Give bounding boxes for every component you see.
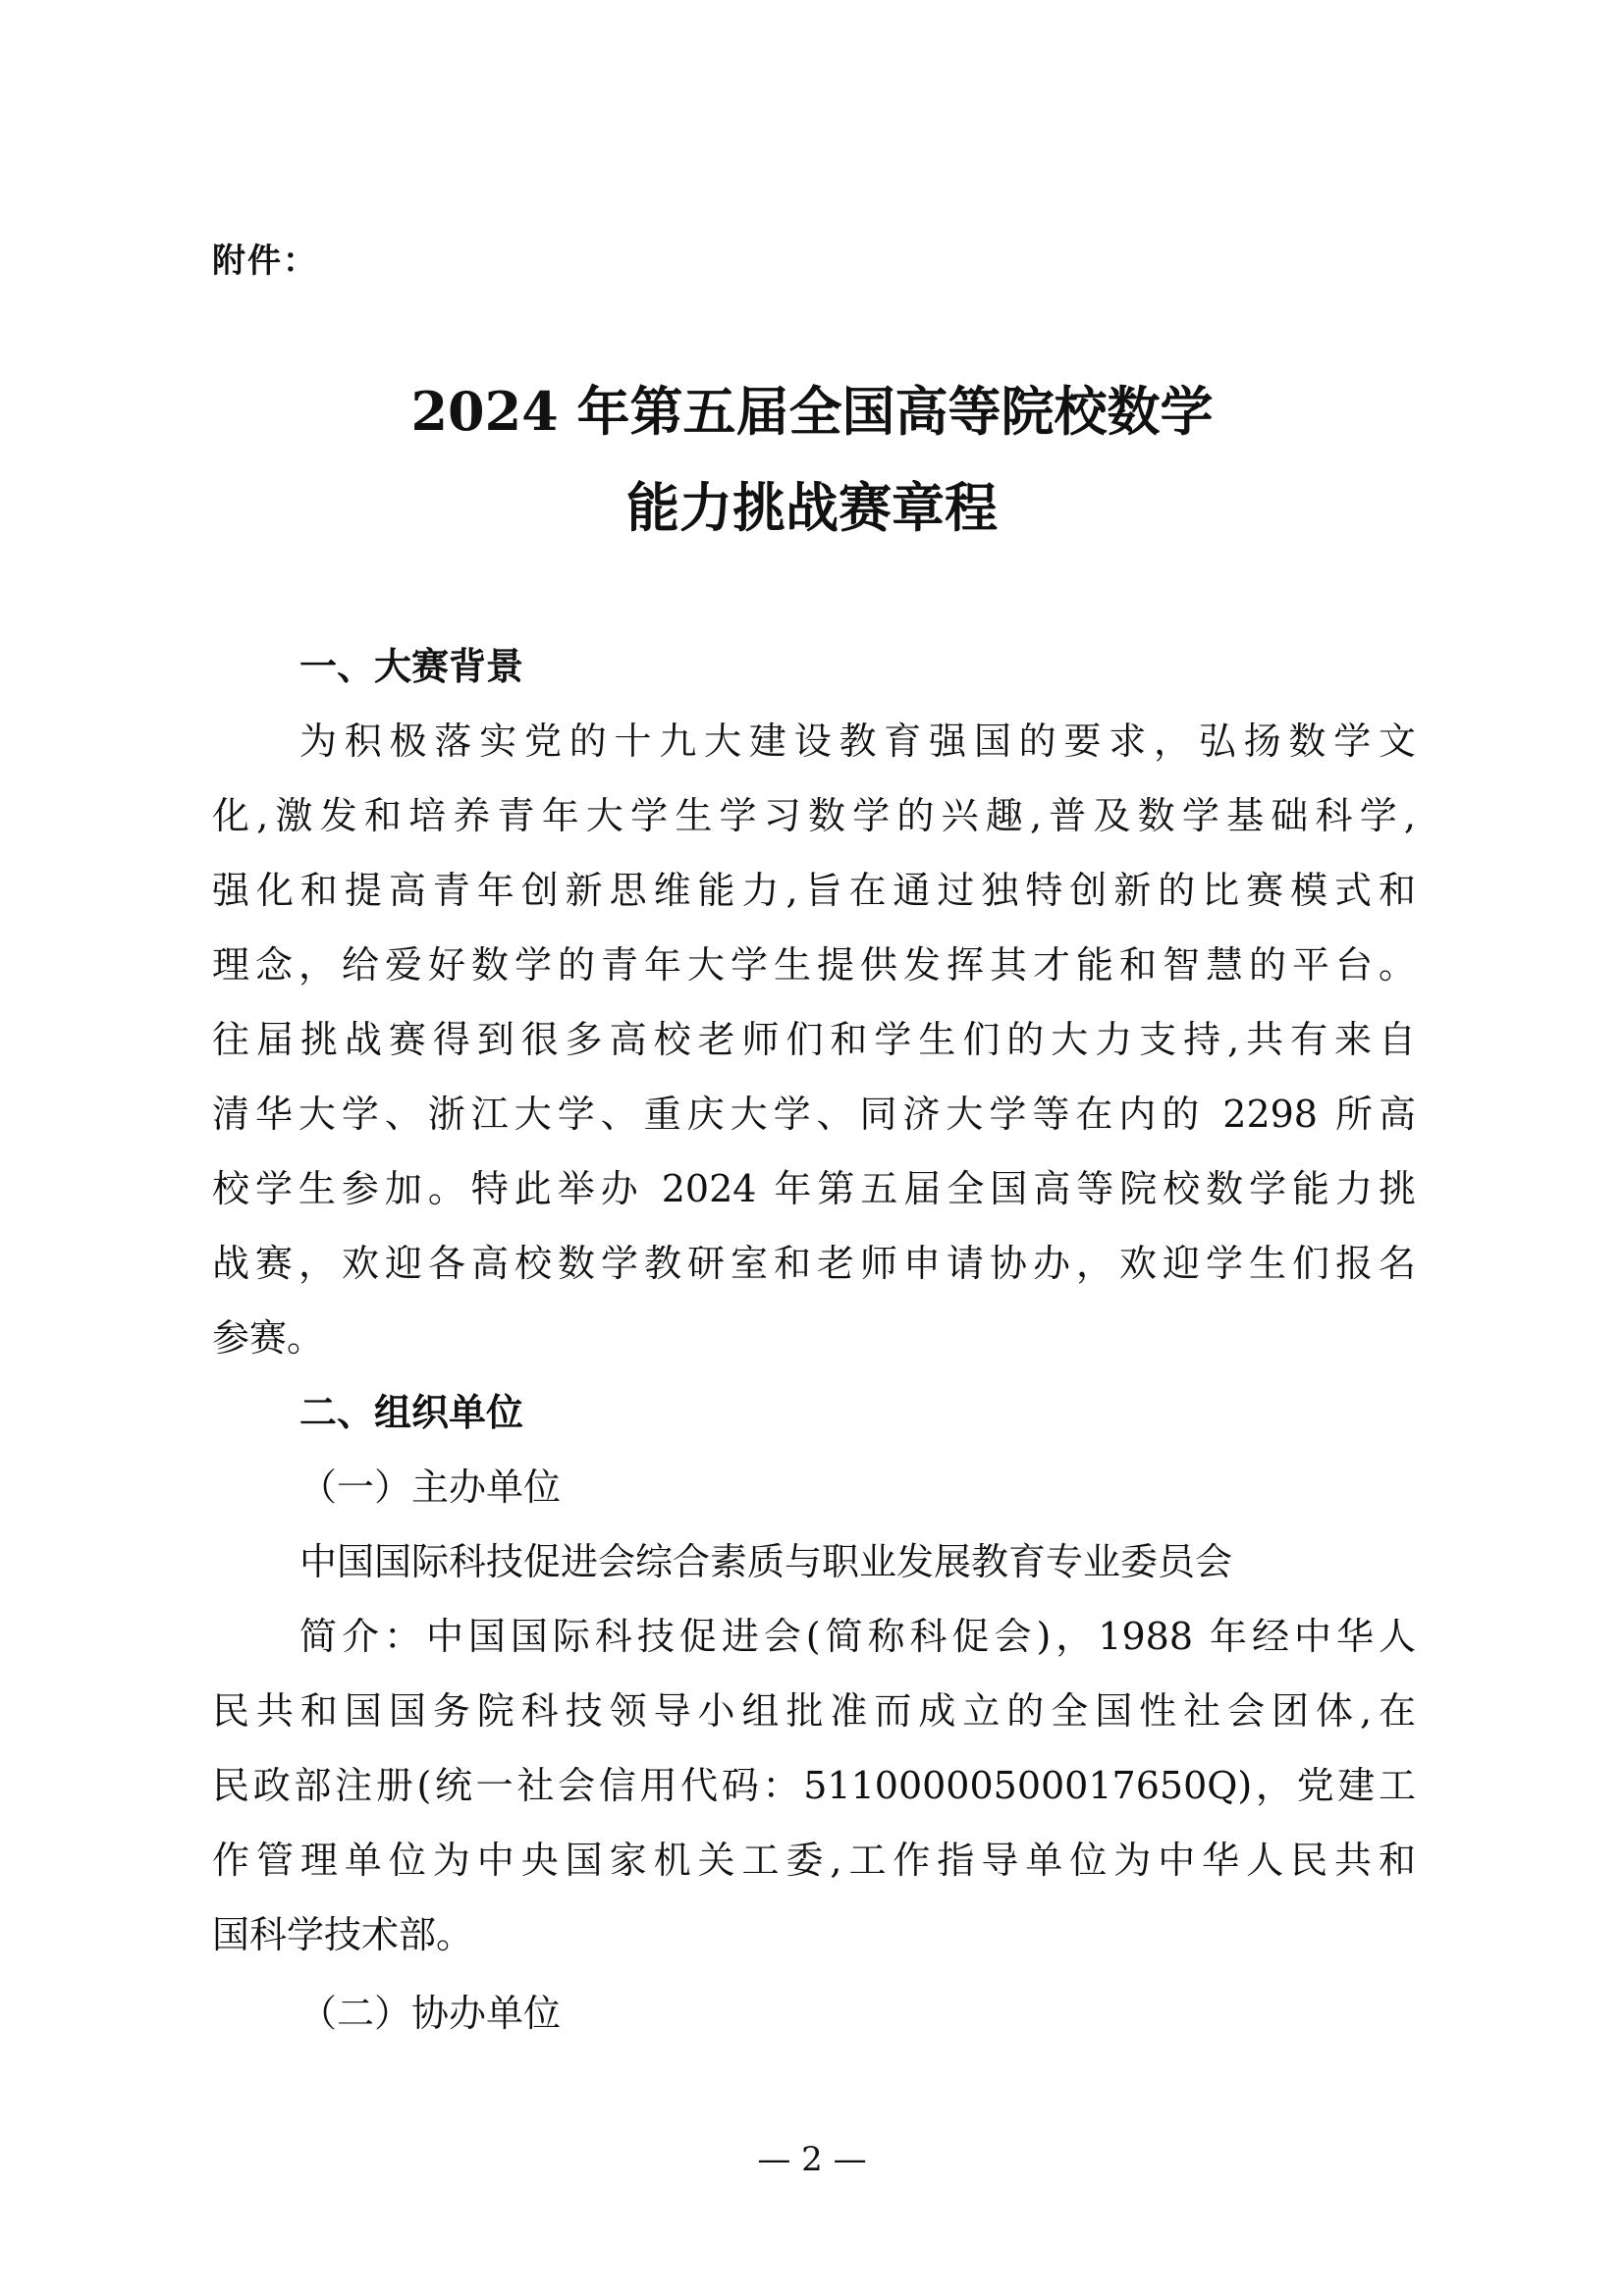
attachment-label: 附件： (212, 241, 318, 281)
paragraph-line: 简介：中国国际科技促进会(简称科促会)，1988 年经中华人 (299, 1615, 1416, 1658)
page-number: — 2 — (757, 2140, 867, 2179)
paragraph-line: 中国国际科技促进会综合素质与职业发展教育专业委员会 (299, 1540, 1233, 1583)
paragraph-line: 校学生参加。特此举办 2024 年第五届全国高等院校数学能力挑 (212, 1167, 1416, 1210)
section-heading-background: 一、大赛背景 (299, 645, 524, 688)
subheading-co-organizer: （二）协办单位 (299, 1992, 562, 2035)
section-heading-organizers: 二、组织单位 (299, 1391, 524, 1434)
paragraph-line: 清华大学、浙江大学、重庆大学、同济大学等在内的 2298 所高 (212, 1093, 1416, 1136)
paragraph-line: 战赛，欢迎各高校数学教研室和老师申请协办，欢迎学生们报名 (212, 1242, 1416, 1285)
subheading-host-unit: （一）主办单位 (299, 1466, 562, 1509)
paragraph-line: 民政部注册(统一社会信用代码：51100000500017650Q)，党建工 (212, 1764, 1416, 1807)
paragraph-line: 国科学技术部。 (212, 1913, 474, 1956)
document-title-line-1: 2024 年第五届全国高等院校数学 (410, 380, 1214, 443)
paragraph-line: 参赛。 (212, 1316, 325, 1360)
paragraph-line: 强化和提高青年创新思维能力,旨在通过独特创新的比赛模式和 (212, 869, 1416, 912)
paragraph-line: 化,激发和培养青年大学生学习数学的兴趣,普及数学基础科学, (212, 794, 1416, 837)
paragraph-line: 民共和国国务院科技领导小组批准而成立的全国性社会团体,在 (212, 1689, 1416, 1733)
document-title-line-2: 能力挑战赛章程 (626, 476, 998, 539)
paragraph-line: 往届挑战赛得到很多高校老师们和学生们的大力支持,共有来自 (212, 1018, 1416, 1061)
paragraph-line: 为积极落实党的十九大建设教育强国的要求，弘扬数学文 (299, 720, 1416, 763)
paragraph-line: 理念，给爱好数学的青年大学生提供发挥其才能和智慧的平台。 (212, 943, 1416, 987)
paragraph-line: 作管理单位为中央国家机关工委,工作指导单位为中华人民共和 (212, 1839, 1416, 1882)
